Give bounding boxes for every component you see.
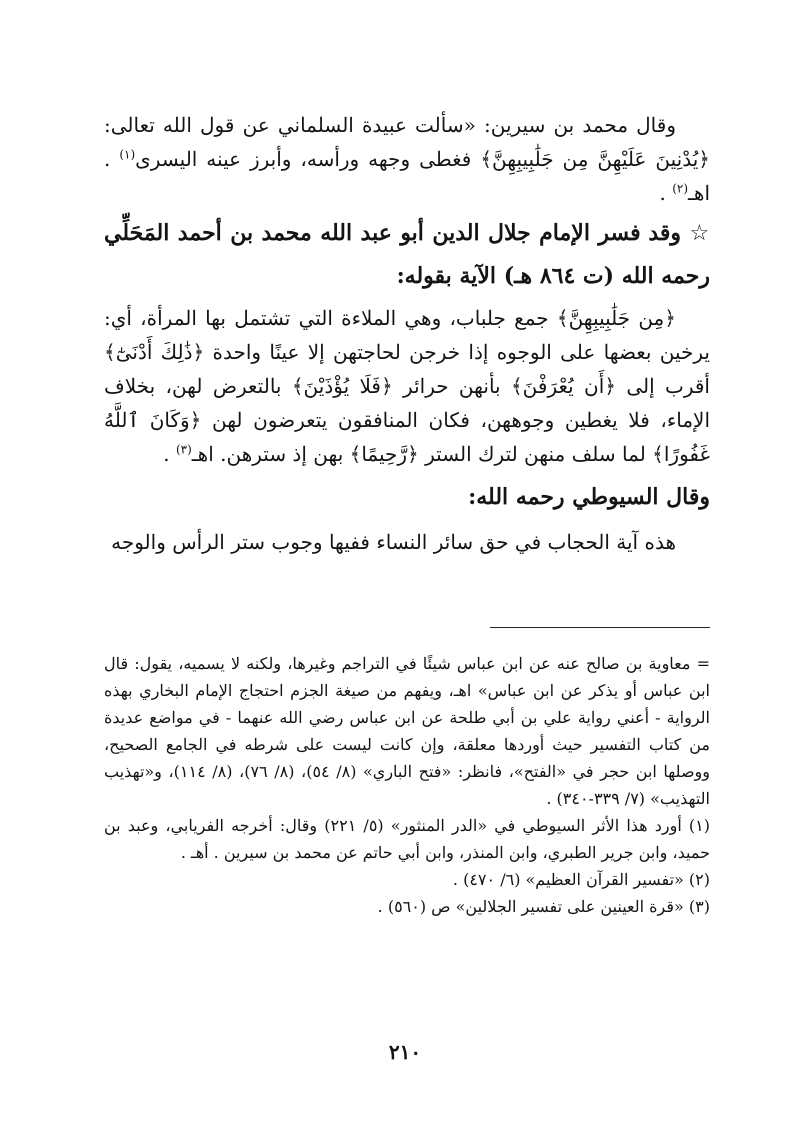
paragraph-text: ﴿مِن جَلَٰبِيبِهِنَّ﴾ جمع جلباب، وهي الملاءة التي تشتمل بها المرأة، أي: يرخين بعضها على الوجوه إذا خرجن لحاجتهن إلا عينًا واحدة ﴿ذَٰلِكَ أَدْنَىٰٓ﴾ أقرب إلى ﴿أَن يُعْرَفْنَ﴾ بأنهن حرائر ﴿فَلَا يُؤْذَيْنَ﴾ بالتعرض لهن، بخلاف الإماء، فلا يغطين وجوههن، فكان المنافقون يتعرضون لهن ﴿وَكَانَ ٱللَّهُ غَفُورًا﴾ لما سلف منهن لترك الستر ﴿رَّحِيمًا﴾ بهن إذ سترهن. اهـ bbox=[104, 306, 710, 466]
footnote-1: (١) أورد هذا الأثر السيوطي في «الدر المنثور» (٥/ ٢٢١) وقال: أخرجه الفريابي، وعبد بن حميد، وابن جرير الطبري، وابن المنذر، وابن أبي حاتم عن محمد بن سيرين . أهـ . bbox=[104, 816, 710, 862]
star-icon: ☆ bbox=[689, 221, 710, 246]
footnote-3: (٣) «قرة العينين على تفسير الجلالين» ص (٥٦٠) . bbox=[377, 897, 710, 916]
footnote-ref: (١) bbox=[119, 147, 136, 162]
paragraph-suyuti: هذه آية الحجاب في حق سائر النساء ففيها وجوب ستر الرأس والوجه bbox=[111, 530, 676, 554]
paragraph-text: . bbox=[659, 181, 666, 205]
paragraph-ibn-sirin bbox=[104, 108, 710, 210]
page-number: ٢١٠ bbox=[388, 1040, 422, 1064]
heading-text: وقد فسر الإمام جلال الدين أبو عبد الله محمد بن أحمد المَحَلِّي رحمه الله (ت ٨٦٤ هـ) الآية بقوله: bbox=[104, 220, 710, 289]
paragraph-text: وقال محمد بن سيرين: «سألت عبيدة السلماني عن قول الله تعالى: ﴿يُدْنِينَ عَلَيْهِنَّ مِن جَلَٰبِيبِهِنَّ﴾ فغطى وجهه ورأسه، وأبرز عينه اليسرى bbox=[104, 113, 710, 171]
footnote-continuation: = معاوية بن صالح عنه عن ابن عباس شيئًا في التراجم وغيرها، ولكنه لا يسميه، يقول: قال ابن عباس أو يذكر عن ابن عباس» اهـ، ويفهم من صيغة الجزم احتجاج الإمام البخاري بهذه الرواية - أعني رواية علي بن أبي طلحة عن ابن عباس رضي الله عنهما - في مواضع عديدة من كتاب التفسير حيث أوردها معلقة، وإن كانت ليست على شرطه في الجامع الصحيح، ووصلها ابن حجر في «الفتح»، فانظر: «فتح الباري» (٨/ ٥٤)، (٨/ ٧٦)، (٨/ ١١٤)، و«تهذيب التهذيب» (٧/ ٣٣٩-٣٤٠) . bbox=[104, 654, 711, 808]
main-text bbox=[104, 108, 710, 559]
section-heading-mahalli bbox=[104, 212, 710, 297]
footnote-ref: (٢) bbox=[672, 181, 689, 196]
footnotes bbox=[104, 650, 710, 920]
footnote-2: (٢) «تفسير القرآن العظيم» (٦/ ٤٧٠) . bbox=[452, 870, 710, 889]
paragraph-text: . اهـ bbox=[104, 147, 710, 205]
footnote-ref: (٣) bbox=[175, 442, 192, 457]
paragraph-jalalayn bbox=[104, 301, 710, 471]
section-heading-suyuti: وقال السيوطي رحمه الله: bbox=[468, 484, 710, 510]
paragraph-text: . bbox=[163, 442, 170, 466]
footnote-divider bbox=[490, 627, 710, 628]
